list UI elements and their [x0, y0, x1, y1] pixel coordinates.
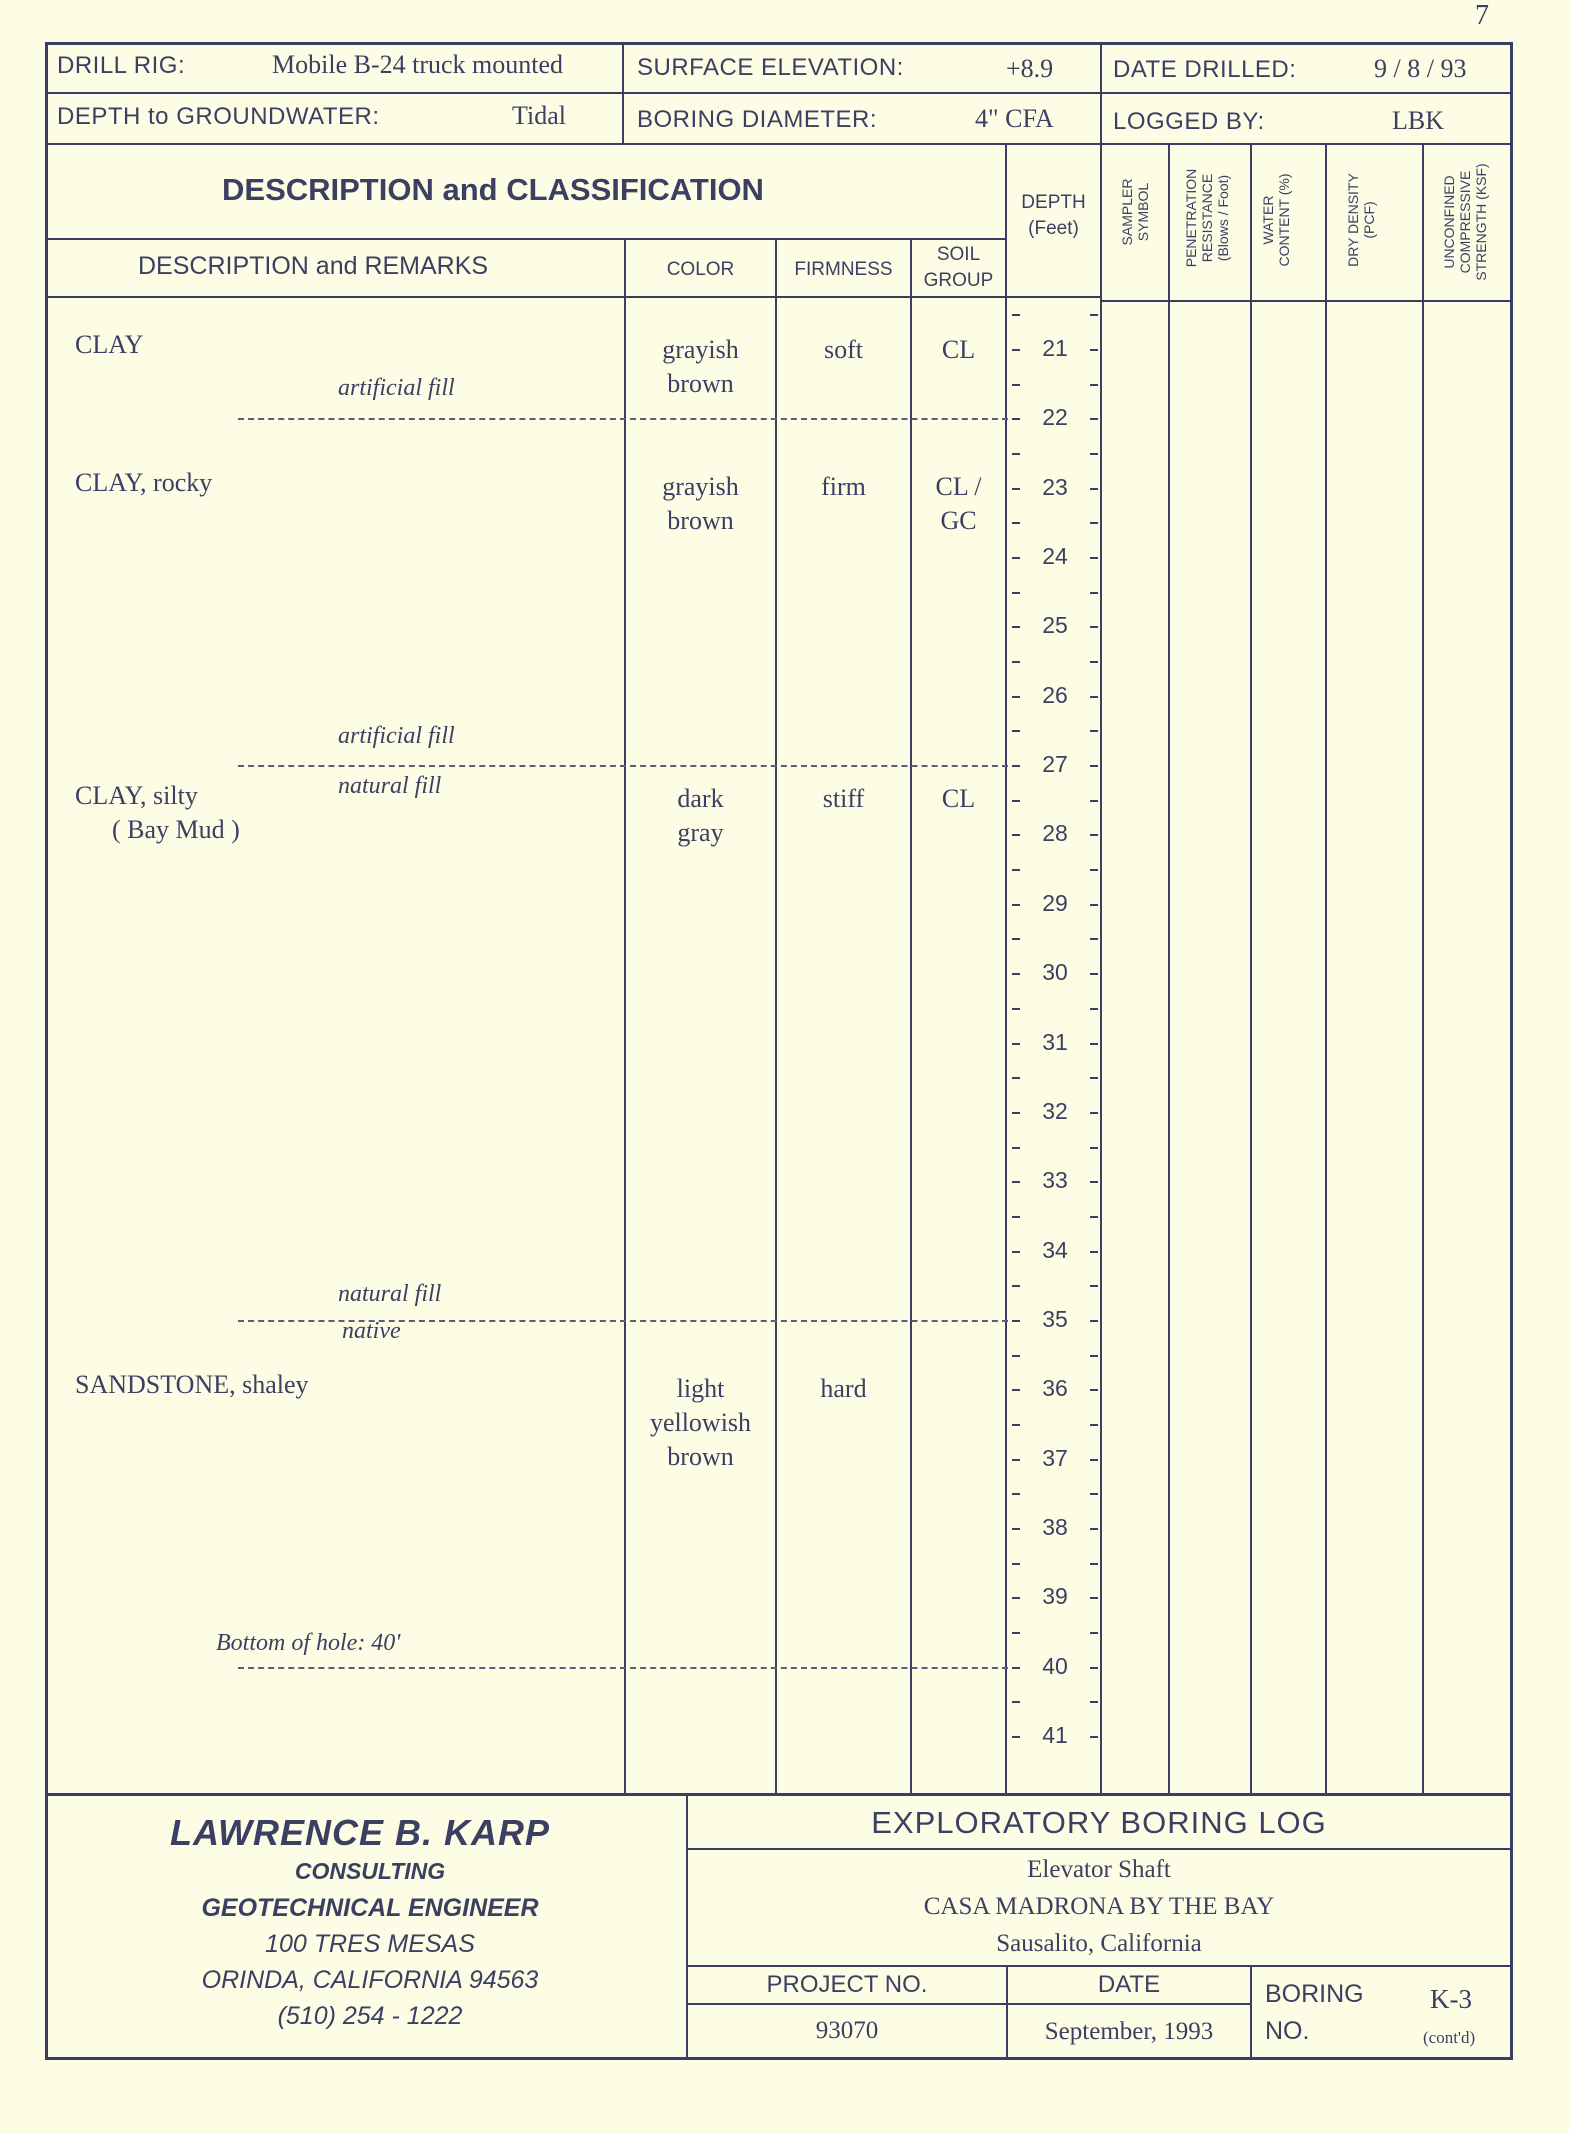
depth-label: 26: [1042, 681, 1068, 708]
depth-tick: [1012, 1493, 1020, 1495]
depth-tick: [1090, 834, 1098, 836]
depth-tick: [1012, 1701, 1020, 1703]
depth-label: 40: [1042, 1652, 1068, 1679]
depth-tick: [1012, 869, 1020, 871]
surface-elevation-value: +8.9: [1006, 54, 1054, 83]
depth-tick: [1012, 696, 1020, 698]
fill-note: native: [342, 1318, 401, 1344]
depth-tick: [1090, 1320, 1098, 1322]
depth-tick: [1012, 592, 1020, 594]
depth-tick: [1090, 522, 1098, 524]
layer-description: SANDSTONE, shaley: [75, 1370, 309, 1399]
layer-color-line1: grayish: [662, 472, 739, 501]
depth-label: 33: [1042, 1167, 1068, 1194]
depth-tick: [1012, 1043, 1020, 1045]
penetration-resistance-header: PENETRATION RESISTANCE (Blows / Foot): [1183, 168, 1231, 268]
depth-tick: [1012, 1736, 1020, 1738]
layer-description: CLAY: [75, 330, 144, 359]
depth-tick: [1090, 1251, 1098, 1253]
depth-tick: [1090, 730, 1098, 732]
layer-firmness: firm: [821, 472, 866, 501]
section-title: DESCRIPTION and CLASSIFICATION: [222, 172, 764, 207]
depth-tick: [1090, 1493, 1098, 1495]
layer-description-line2: ( Bay Mud ): [112, 815, 240, 844]
layer-boundary: [238, 418, 1008, 420]
depth-tick: [1090, 453, 1098, 455]
depth-tick: [1090, 488, 1098, 490]
project-site: CASA MADRONA BY THE BAY: [923, 1893, 1275, 1920]
layer-firmness: stiff: [822, 784, 865, 813]
layer-soil-group-line2: GC: [940, 506, 977, 535]
project-location: Sausalito, California: [996, 1930, 1202, 1957]
company-phone: (510) 254 - 1222: [277, 2002, 463, 2030]
depth-tick: [1090, 800, 1098, 802]
depth-tick: [1012, 973, 1020, 975]
soil-group-header-line2: GROUP: [923, 270, 994, 291]
depth-tick: [1090, 1285, 1098, 1287]
depth-tick: [1090, 1597, 1098, 1599]
depth-label: 25: [1042, 612, 1068, 639]
layer-color-line2: yellowish: [649, 1408, 752, 1437]
company-line2: GEOTECHNICAL ENGINEER: [201, 1894, 539, 1922]
depth-tick: [1090, 626, 1098, 628]
depth-label: 37: [1042, 1444, 1068, 1471]
layer-description: CLAY, rocky: [75, 468, 213, 497]
depth-tick: [1090, 314, 1098, 316]
sampler-symbol-header: SAMPLER SYMBOL: [1119, 178, 1151, 246]
company-address: 100 TRES MESAS: [265, 1930, 475, 1958]
depth-tick: [1090, 661, 1098, 663]
layer-boundary: [238, 1667, 1008, 1669]
depth-tick: [1090, 904, 1098, 906]
depth-tick: [1012, 1285, 1020, 1287]
depth-tick: [1090, 1459, 1098, 1461]
depth-tick: [1090, 1112, 1098, 1114]
depth-tick: [1090, 1043, 1098, 1045]
description-column-header: DESCRIPTION and REMARKS: [138, 252, 489, 280]
depth-tick: [1090, 1147, 1098, 1149]
depth-tick: [1012, 314, 1020, 316]
depth-tick: [1012, 1077, 1020, 1079]
depth-label: 28: [1042, 820, 1068, 847]
depth-tick: [1090, 1355, 1098, 1357]
depth-tick: [1090, 1528, 1098, 1530]
fill-note: artificial fill: [338, 375, 455, 401]
boring-diameter-label: BORING DIAMETER:: [637, 106, 878, 133]
date-drilled-label: DATE DRILLED:: [1113, 56, 1297, 83]
layer-color-line2: brown: [667, 506, 734, 535]
depth-tick: [1012, 730, 1020, 732]
drill-rig-value: Mobile B-24 truck mounted: [272, 50, 564, 79]
depth-tick: [1012, 1355, 1020, 1357]
logged-by-label: LOGGED BY:: [1113, 108, 1265, 135]
depth-tick: [1012, 1389, 1020, 1391]
depth-tick: [1012, 661, 1020, 663]
depth-label: 30: [1042, 959, 1068, 986]
depth-label: 39: [1042, 1583, 1068, 1610]
depth-tick: [1090, 1389, 1098, 1391]
depth-label: 29: [1042, 889, 1068, 916]
depth-tick: [1012, 800, 1020, 802]
depth-tick: [1012, 765, 1020, 767]
depth-tick: [1012, 1216, 1020, 1218]
depth-tick: [1012, 1632, 1020, 1634]
depth-tick: [1090, 1008, 1098, 1010]
layer-firmness: soft: [824, 335, 863, 364]
color-column-header: COLOR: [666, 259, 735, 280]
depth-tick: [1090, 973, 1098, 975]
depth-tick: [1090, 418, 1098, 420]
depth-tick: [1012, 1251, 1020, 1253]
depth-tick: [1012, 834, 1020, 836]
layer-soil-group: CL: [941, 784, 976, 813]
logged-by-value: LBK: [1392, 106, 1444, 135]
depth-label: 34: [1042, 1236, 1068, 1263]
depth-tick: [1012, 453, 1020, 455]
layer-color-line2: brown: [667, 369, 734, 398]
depth-label: 21: [1042, 335, 1068, 361]
surface-elevation-label: SURFACE ELEVATION:: [637, 54, 904, 81]
depth-label: 24: [1042, 543, 1068, 570]
project-name: Elevator Shaft: [1027, 1856, 1171, 1883]
date-label: DATE: [1097, 1971, 1161, 1998]
depth-label: 31: [1042, 1028, 1068, 1055]
depth-tick: [1012, 522, 1020, 524]
depth-tick: [1012, 1112, 1020, 1114]
layer-color-line3: brown: [667, 1442, 734, 1471]
depth-tick: [1090, 696, 1098, 698]
fill-note: natural fill: [338, 1281, 442, 1307]
bottom-of-hole-note: Bottom of hole: 40': [216, 1630, 401, 1656]
depth-tick: [1090, 384, 1098, 386]
depth-tick: [1012, 1528, 1020, 1530]
company-name: LAWRENCE B. KARP: [170, 1812, 551, 1853]
depth-header-line2: (Feet): [1028, 218, 1079, 239]
company-line1: CONSULTING: [294, 1858, 446, 1884]
depth-tick: [1090, 1216, 1098, 1218]
depth-tick: [1090, 869, 1098, 871]
unconfined-strength-header: UNCONFINED COMPRESSIVE STRENGTH (KSF): [1441, 163, 1489, 281]
project-no-value: 93070: [815, 2017, 879, 2044]
depth-tick: [1090, 1632, 1098, 1634]
depth-label: 35: [1042, 1305, 1068, 1332]
depth-tick: [1012, 1667, 1020, 1669]
depth-tick: [1012, 1597, 1020, 1599]
depth-tick: [1012, 1563, 1020, 1565]
page-number: 7: [1475, 0, 1489, 31]
fill-note: artificial fill: [338, 723, 455, 749]
depth-label: 36: [1042, 1375, 1068, 1402]
depth-tick: [1012, 626, 1020, 628]
layer-color-line2: gray: [677, 818, 724, 847]
boring-diameter-value: 4" CFA: [975, 104, 1054, 133]
depth-tick: [1090, 349, 1098, 351]
layer-soil-group: CL: [941, 335, 976, 364]
depth-tick: [1012, 1424, 1020, 1426]
date-value: September, 1993: [1044, 2018, 1214, 2045]
depth-label: 27: [1042, 751, 1068, 778]
depth-tick: [1012, 384, 1020, 386]
groundwater-label: DEPTH to GROUNDWATER:: [57, 103, 380, 130]
groundwater-value: Tidal: [512, 101, 566, 130]
water-content-header: WATER CONTENT (%): [1260, 173, 1292, 267]
layer-soil-group-line1: CL /: [935, 472, 982, 501]
firmness-column-header: FIRMNESS: [794, 259, 893, 280]
fill-note: natural fill: [338, 773, 442, 799]
depth-tick: [1090, 1701, 1098, 1703]
depth-label: 41: [1042, 1722, 1068, 1748]
soil-group-header-line1: SOIL: [936, 244, 981, 265]
depth-header-line1: DEPTH: [1021, 192, 1086, 213]
depth-label: 32: [1042, 1097, 1068, 1124]
depth-tick: [1090, 938, 1098, 940]
depth-tick: [1012, 557, 1020, 559]
depth-tick: [1012, 1147, 1020, 1149]
depth-tick: [1012, 1320, 1020, 1322]
boring-continued-note: (cont'd): [1423, 2028, 1476, 2047]
depth-tick: [1012, 418, 1020, 420]
log-title: EXPLORATORY BORING LOG: [871, 1805, 1327, 1840]
layer-color-line1: light: [676, 1374, 725, 1403]
depth-tick: [1090, 1181, 1098, 1183]
depth-tick: [1090, 592, 1098, 594]
project-no-label: PROJECT NO.: [766, 1971, 928, 1998]
depth-tick: [1012, 904, 1020, 906]
depth-tick: [1012, 938, 1020, 940]
depth-tick: [1012, 1008, 1020, 1010]
depth-tick: [1090, 1077, 1098, 1079]
company-city: ORINDA, CALIFORNIA 94563: [201, 1966, 539, 1994]
depth-tick: [1090, 1667, 1098, 1669]
boring-label-line2: NO.: [1265, 2017, 1310, 2045]
depth-tick: [1090, 1424, 1098, 1426]
depth-label: 38: [1042, 1513, 1068, 1540]
depth-label: 23: [1042, 473, 1068, 500]
date-drilled-value: 9 / 8 / 93: [1374, 54, 1467, 83]
depth-tick: [1012, 1459, 1020, 1461]
depth-tick: [1090, 1736, 1098, 1738]
layer-color-line1: dark: [677, 784, 724, 813]
layer-boundary: [238, 765, 1008, 767]
layer-description: CLAY, silty: [75, 781, 198, 810]
boring-number: K-3: [1430, 1984, 1472, 2014]
depth-tick: [1012, 488, 1020, 490]
depth-tick: [1090, 1563, 1098, 1565]
drill-rig-label: DRILL RIG:: [57, 52, 186, 79]
depth-tick: [1012, 349, 1020, 351]
depth-tick: [1090, 765, 1098, 767]
boring-label-line1: BORING: [1265, 1980, 1364, 2008]
layer-color-line1: grayish: [662, 335, 739, 364]
depth-label: 22: [1042, 404, 1068, 431]
dry-density-header: DRY DENSITY (PCF): [1345, 173, 1377, 267]
depth-tick: [1012, 1181, 1020, 1183]
layer-firmness: hard: [820, 1374, 867, 1403]
depth-tick: [1090, 557, 1098, 559]
